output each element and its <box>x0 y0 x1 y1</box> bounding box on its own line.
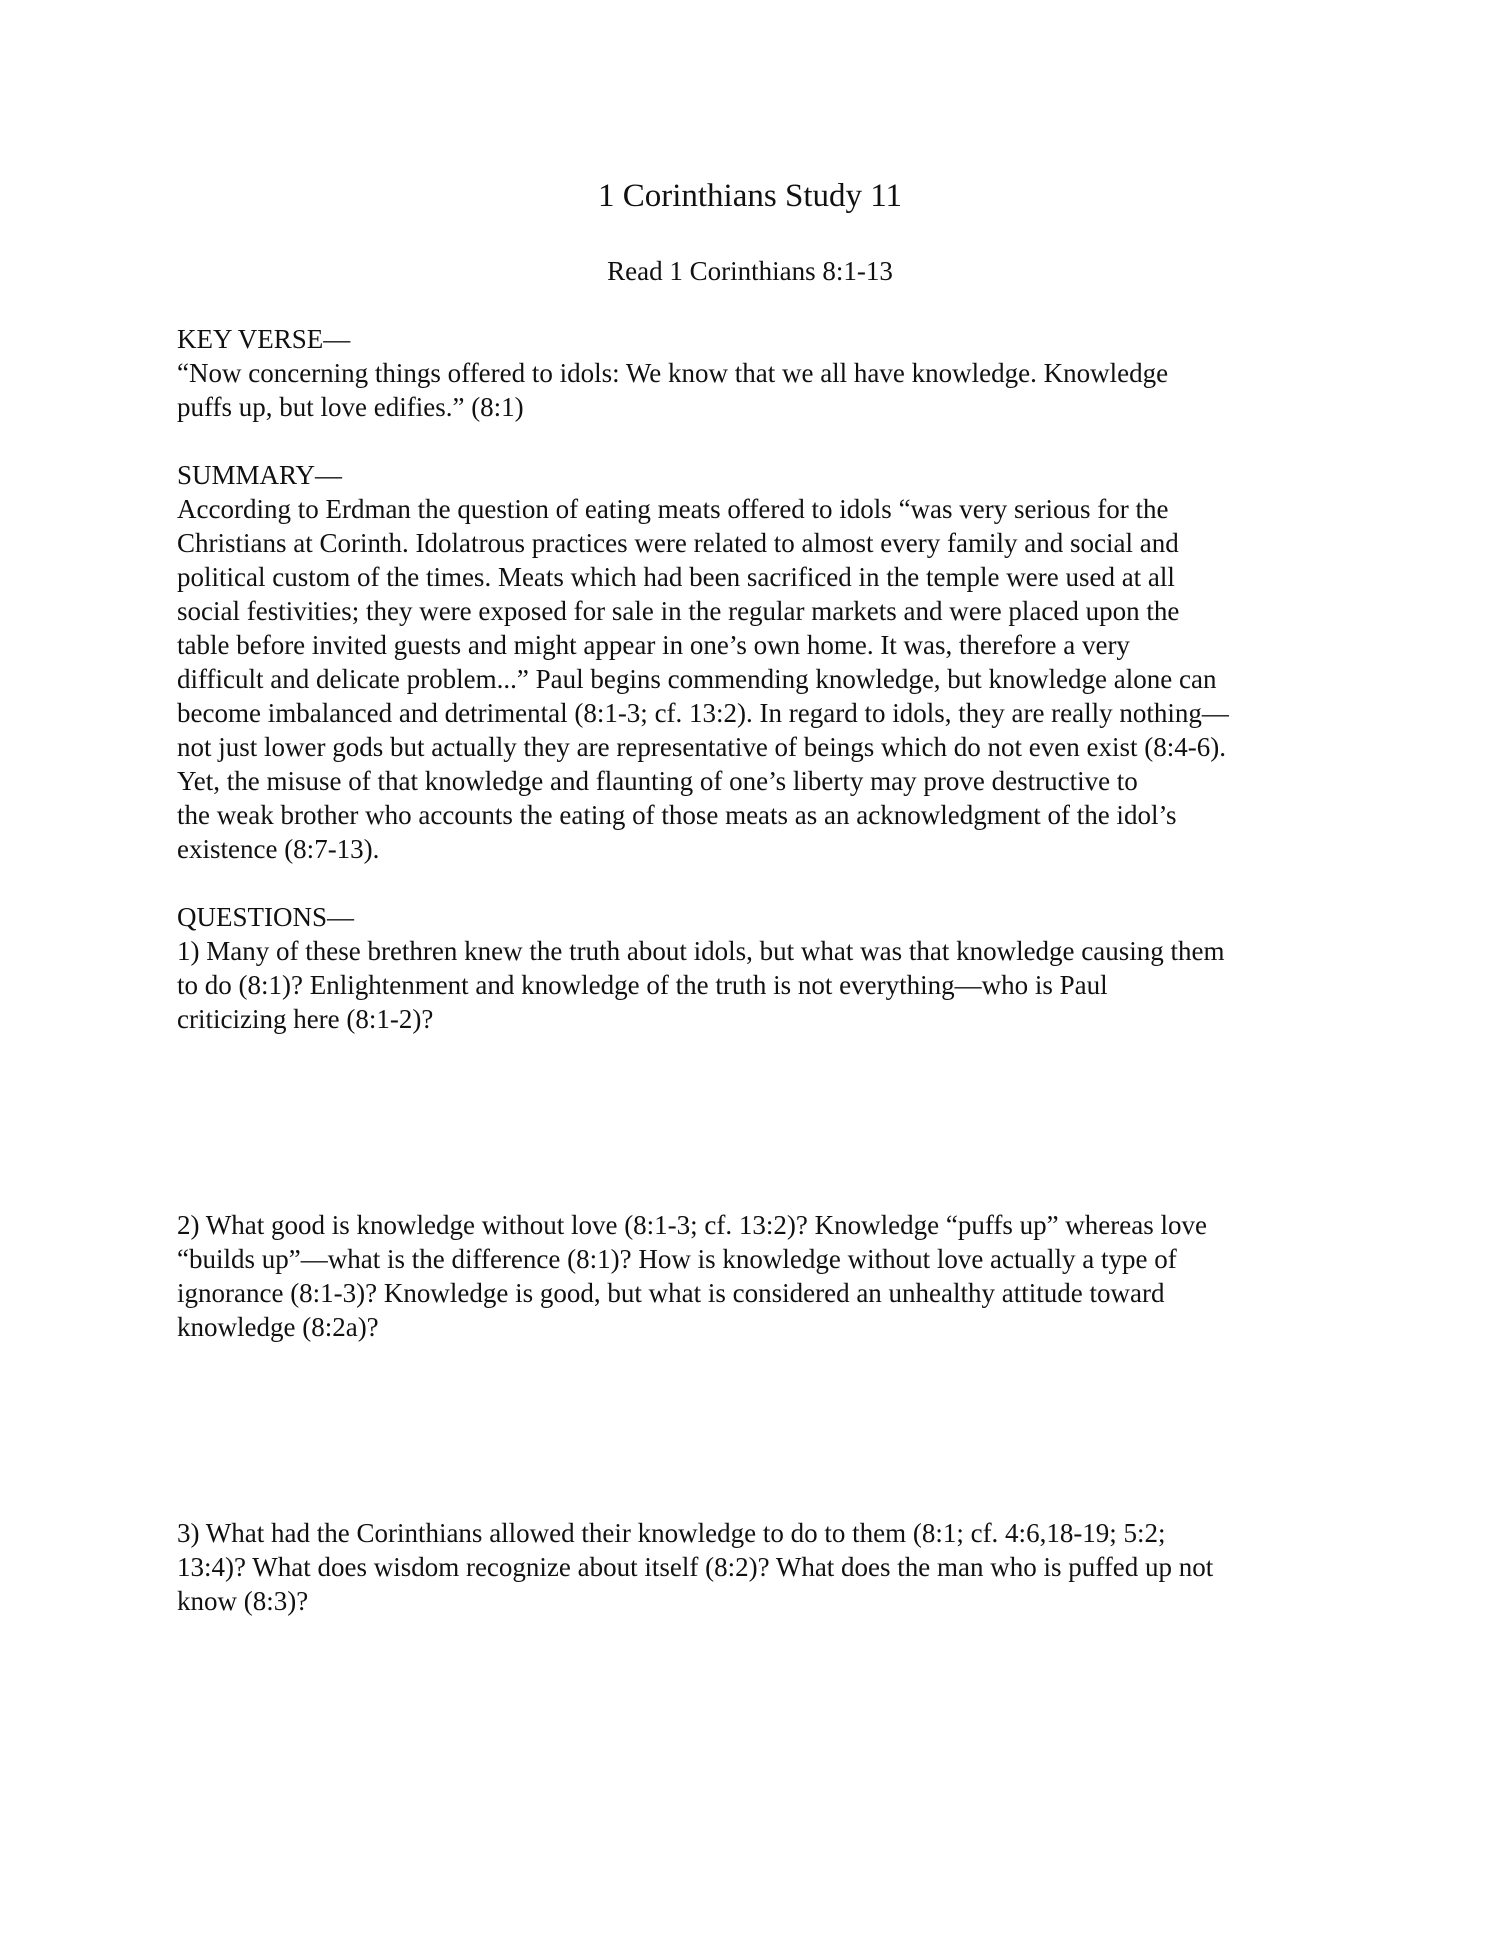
key-verse-section <box>177 322 1357 424</box>
key-verse-heading: KEY VERSE— <box>177 324 351 354</box>
question-3-line: know (8:3)? <box>177 1586 309 1616</box>
questions-heading: QUESTIONS— <box>177 902 355 932</box>
question-2-line: knowledge (8:2a)? <box>177 1312 379 1342</box>
summary-line: political custom of the times. Meats which had been sacrificed in the temple were used at all <box>177 562 1175 592</box>
summary-line: According to Erdman the question of eating meats offered to idols “was very serious for the <box>177 494 1169 524</box>
key-verse-line: puffs up, but love edifies.” (8:1) <box>177 392 524 422</box>
summary-heading: SUMMARY— <box>177 460 343 490</box>
summary-line: existence (8:7-13). <box>177 834 380 864</box>
questions-section <box>177 900 1357 1036</box>
summary-line: the weak brother who accounts the eating of those meats as an acknowledgment of the idol’s <box>177 800 1177 830</box>
question-3-line: 3) What had the Corinthians allowed their knowledge to do to them (8:1; cf. 4:6,18-19; 5:2; <box>177 1518 1166 1548</box>
summary-line: social festivities; they were exposed for sale in the regular markets and were placed upon the <box>177 596 1180 626</box>
summary-line: difficult and delicate problem...” Paul begins commending knowledge, but knowledge alone can <box>177 664 1217 694</box>
reading-reference: Read 1 Corinthians 8:1-13 <box>607 256 893 286</box>
question-1-line: to do (8:1)? Enlightenment and knowledge of the truth is not everything—who is Paul <box>177 970 1108 1000</box>
summary-section <box>177 458 1357 866</box>
question-2-line: “builds up”—what is the difference (8:1)? How is knowledge without love actually a type of <box>177 1244 1177 1274</box>
question-3-line: 13:4)? What does wisdom recognize about itself (8:2)? What does the man who is puffed up not <box>177 1552 1214 1582</box>
question-1-line: 1) Many of these brethren knew the truth about idols, but what was that knowledge causing them <box>177 936 1225 966</box>
summary-line: not just lower gods but actually they are representative of beings which do not even exist (8:4-6). <box>177 732 1226 762</box>
summary-line: Yet, the misuse of that knowledge and flaunting of one’s liberty may prove destructive to <box>177 766 1138 796</box>
page-title: 1 Corinthians Study 11 <box>597 178 903 214</box>
question-3 <box>177 1516 1357 1618</box>
question-2-line: ignorance (8:1-3)? Knowledge is good, but what is considered an unhealthy attitude toward <box>177 1278 1165 1308</box>
question-1-line: criticizing here (8:1-2)? <box>177 1004 434 1034</box>
summary-line: Christians at Corinth. Idolatrous practices were related to almost every family and social and <box>177 528 1179 558</box>
key-verse-line: “Now concerning things offered to idols: We know that we all have knowledge. Knowledge <box>177 358 1169 388</box>
question-2 <box>177 1208 1357 1344</box>
summary-line: become imbalanced and detrimental (8:1-3; cf. 13:2). In regard to idols, they are really nothing— <box>177 698 1229 728</box>
summary-line: table before invited guests and might appear in one’s own home. It was, therefore a very <box>177 630 1130 660</box>
question-2-line: 2) What good is knowledge without love (8:1-3; cf. 13:2)? Knowledge “puffs up” whereas love <box>177 1210 1207 1240</box>
